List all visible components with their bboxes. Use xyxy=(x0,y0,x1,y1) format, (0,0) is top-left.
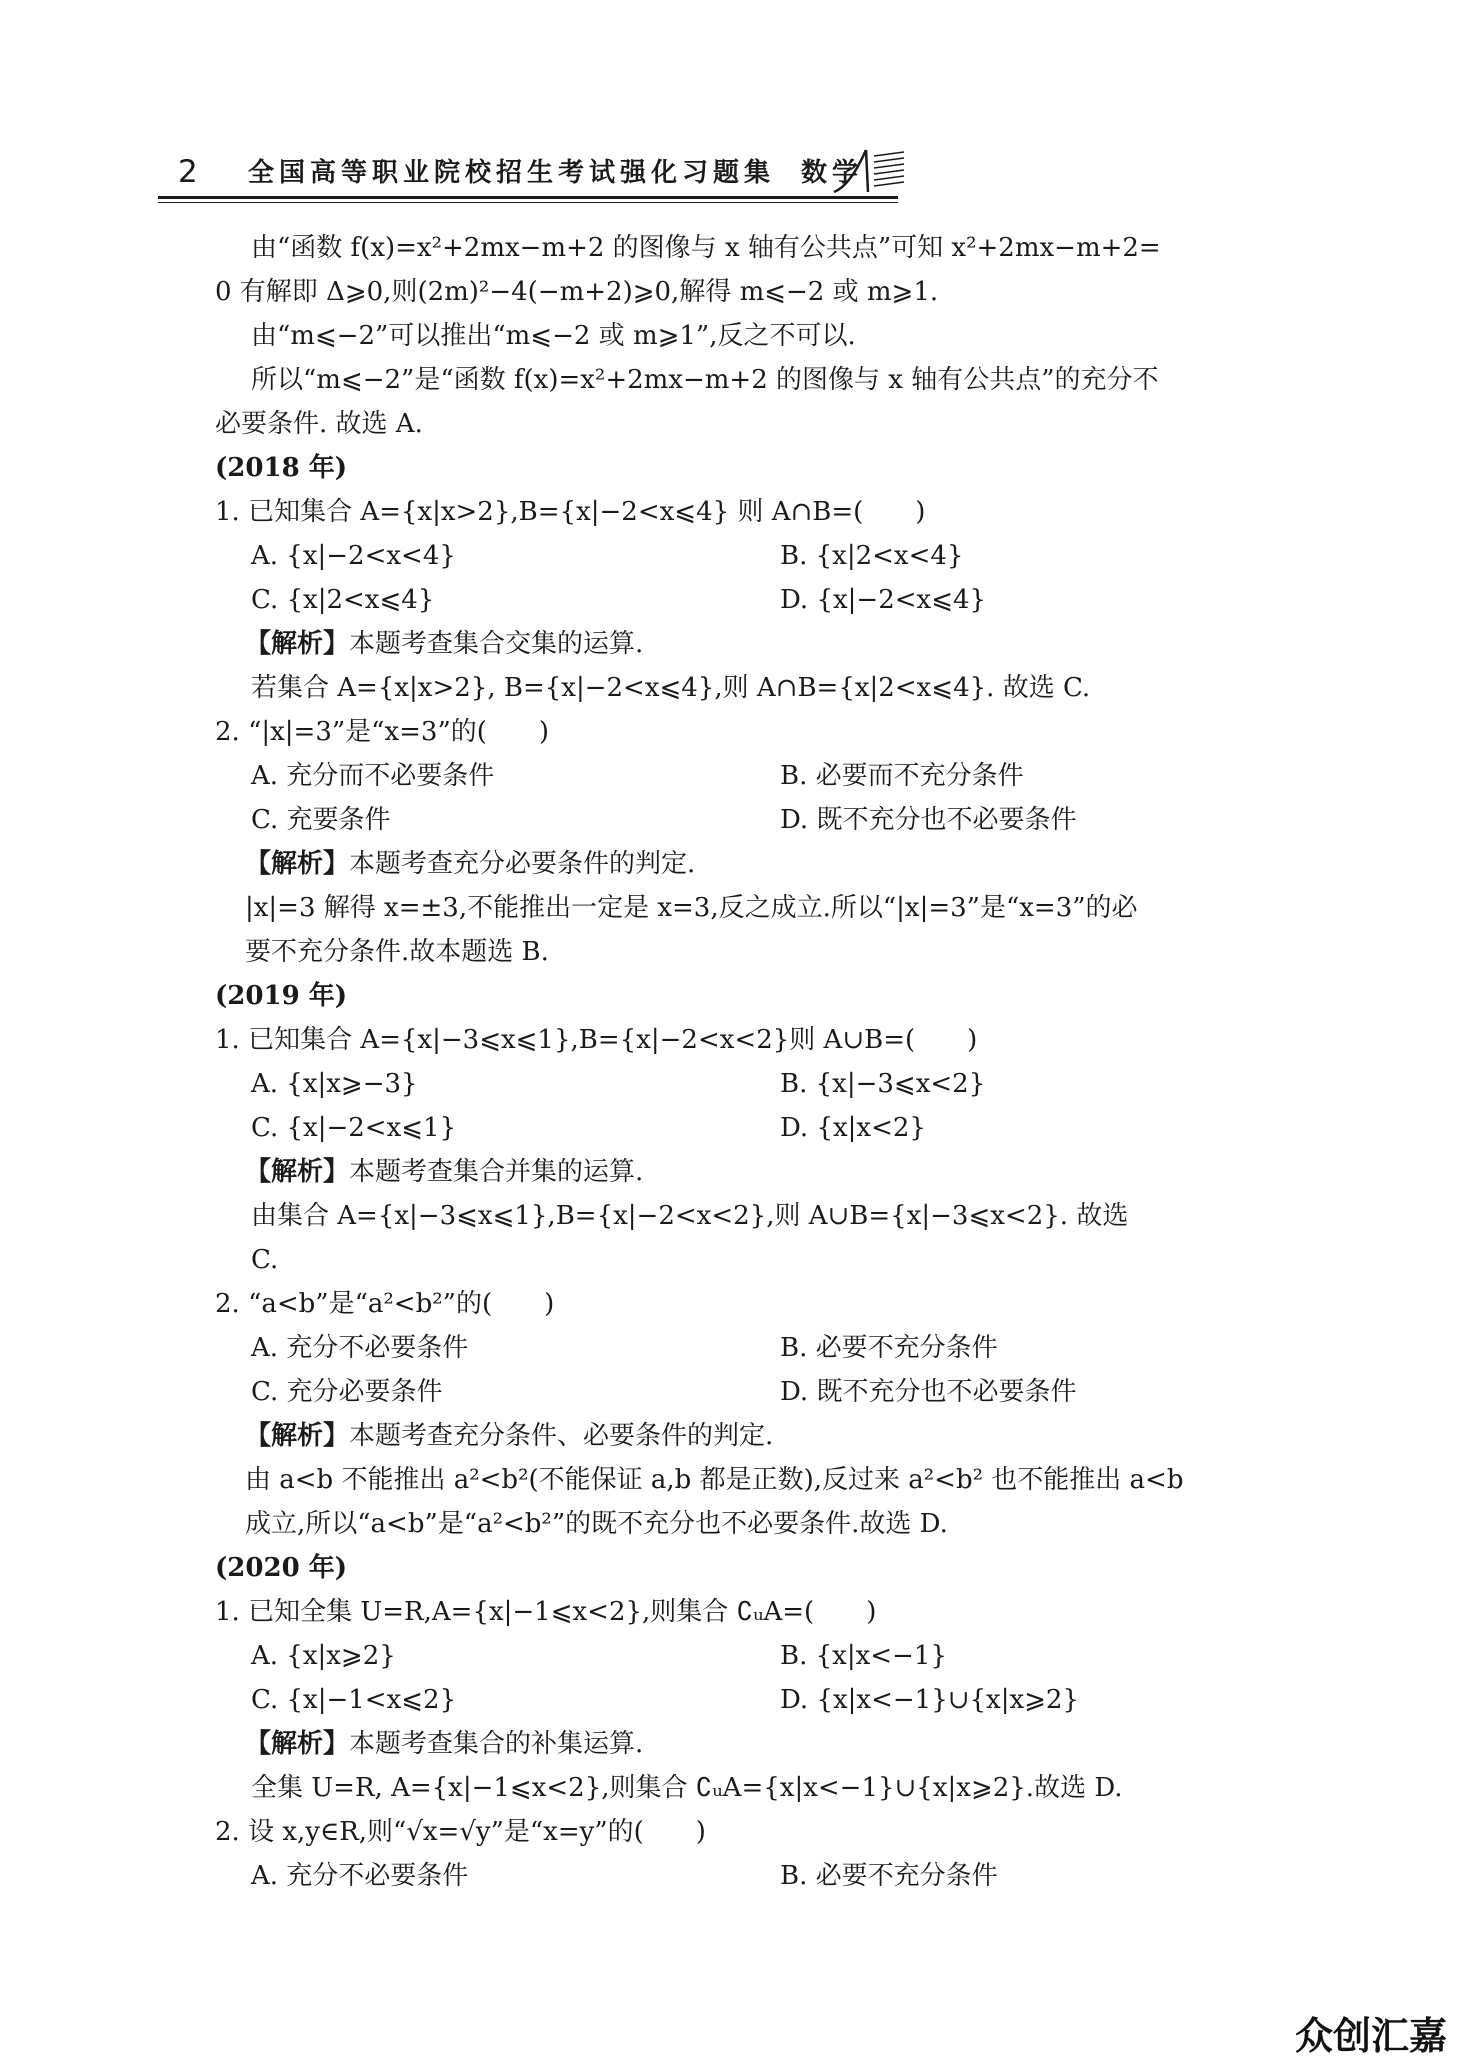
analysis-tag: 【解析】 xyxy=(245,849,350,879)
analysis-text: 本题考查集合并集的运算. xyxy=(349,1157,644,1187)
options-row xyxy=(215,1854,1305,1898)
option-b: B. 必要而不充分条件 xyxy=(780,761,1024,791)
header-rule xyxy=(158,196,898,199)
year-heading-2020: (2020 年) xyxy=(215,1553,348,1583)
option-b: B. 必要不充分条件 xyxy=(780,1861,998,1891)
analysis-tag: 【解析】 xyxy=(245,629,350,659)
analysis-line xyxy=(215,1722,1305,1766)
analysis-text: 本题考查充分条件、必要条件的判定. xyxy=(349,1421,774,1451)
options-row xyxy=(215,1062,1305,1106)
question-2020-1: 1. 已知全集 U=R,A={x|−1⩽x<2},则集合 ∁ᵤA=( ) xyxy=(215,1597,877,1627)
options-row xyxy=(215,1370,1305,1414)
question-2018-1: 1. 已知集合 A={x|x>2},B={x|−2<x⩽4} 则 A∩B=( ) xyxy=(215,497,926,527)
options-row xyxy=(215,754,1305,798)
options-row xyxy=(215,534,1305,578)
text-line: 由“m⩽−2”可以推出“m⩽−2 或 m⩾1”,反之不可以. xyxy=(251,321,856,351)
option-a: A. {x|x⩾−3} xyxy=(251,1069,418,1099)
book-subject: 数学 xyxy=(801,158,864,188)
options-row xyxy=(215,1326,1305,1370)
solution-line: |x|=3 解得 x=±3,不能推出一定是 x=3,反之成立.所以“|x|=3”是“x=3”的必 xyxy=(245,893,1138,923)
option-c: C. {x|−1<x⩽2} xyxy=(251,1685,457,1715)
solution-line: 由集合 A={x|−3⩽x⩽1},B={x|−2<x<2},则 A∪B={x|−3⩽x<2}. 故选 xyxy=(251,1201,1129,1231)
options-row xyxy=(215,1106,1305,1150)
option-d: D. 既不充分也不必要条件 xyxy=(780,1377,1077,1407)
option-a: A. 充分不必要条件 xyxy=(251,1333,469,1363)
option-d: D. 既不充分也不必要条件 xyxy=(780,805,1077,835)
options-row xyxy=(215,798,1305,842)
solution-line: 成立,所以“a<b”是“a²<b²”的既不充分也不必要条件.故选 D. xyxy=(245,1509,948,1539)
option-a: A. {x|−2<x<4} xyxy=(251,541,456,571)
year-heading-2019: (2019 年) xyxy=(215,981,348,1011)
option-d: D. {x|−2<x⩽4} xyxy=(780,585,987,615)
text-line: 0 有解即 Δ⩾0,则(2m)²−4(−m+2)⩾0,解得 m⩽−2 或 m⩾1. xyxy=(215,277,939,307)
option-b: B. {x|2<x<4} xyxy=(780,541,964,571)
question-2019-2: 2. “a<b”是“a²<b²”的( ) xyxy=(215,1289,555,1319)
book-title xyxy=(248,152,863,189)
text-line: 必要条件. 故选 A. xyxy=(215,409,423,439)
option-a: A. 充分不必要条件 xyxy=(251,1861,469,1891)
analysis-line xyxy=(215,842,1305,886)
question-2019-1: 1. 已知集合 A={x|−3⩽x⩽1},B={x|−2<x<2}则 A∪B=( ) xyxy=(215,1025,978,1055)
option-c: C. 充要条件 xyxy=(251,805,391,835)
option-d: D. {x|x<2} xyxy=(780,1113,926,1143)
option-d: D. {x|x<−1}∪{x|x⩾2} xyxy=(780,1685,1080,1715)
analysis-line xyxy=(215,622,1305,666)
option-b: B. 必要不充分条件 xyxy=(780,1333,998,1363)
page-number: 2 xyxy=(178,154,198,190)
solution-line: 全集 U=R, A={x|−1⩽x<2},则集合 ∁ᵤA={x|x<−1}∪{x|x⩾2}.故选 D. xyxy=(251,1773,1123,1803)
option-a: A. 充分而不必要条件 xyxy=(251,761,495,791)
analysis-tag: 【解析】 xyxy=(245,1729,350,1759)
text-line: 由“函数 f(x)=x²+2mx−m+2 的图像与 x 轴有公共点”可知 x²+2mx−m+2= xyxy=(251,233,1161,263)
option-a: A. {x|x⩾2} xyxy=(251,1641,396,1671)
page-content xyxy=(215,226,1305,1898)
question-2018-2: 2. “|x|=3”是“x=3”的( ) xyxy=(215,717,550,747)
text-line: 所以“m⩽−2”是“函数 f(x)=x²+2mx−m+2 的图像与 x 轴有公共点”的充分不 xyxy=(251,365,1159,395)
analysis-line xyxy=(215,1414,1305,1458)
analysis-text: 本题考查集合交集的运算. xyxy=(349,629,644,659)
solution-line: 要不充分条件.故本题选 B. xyxy=(245,937,549,967)
option-c: C. {x|−2<x⩽1} xyxy=(251,1113,457,1143)
options-row xyxy=(215,1678,1305,1722)
analysis-text: 本题考查充分必要条件的判定. xyxy=(349,849,696,879)
page-header xyxy=(158,112,940,204)
analysis-text: 本题考查集合的补集运算. xyxy=(349,1729,644,1759)
option-b: B. {x|−3⩽x<2} xyxy=(780,1069,986,1099)
option-b: B. {x|x<−1} xyxy=(780,1641,947,1671)
year-heading-2018: (2018 年) xyxy=(215,453,348,483)
watermark: 众创汇嘉 xyxy=(1295,2014,1448,2058)
analysis-line xyxy=(215,1150,1305,1194)
solution-line: 由 a<b 不能推出 a²<b²(不能保证 a,b 都是正数),反过来 a²<b² 也不能推出 a<b xyxy=(245,1465,1184,1495)
solution-line: 若集合 A={x|x>2}, B={x|−2<x⩽4},则 A∩B={x|2<x⩽4}. 故选 C. xyxy=(251,673,1091,703)
header-logo-icon xyxy=(830,142,910,198)
option-c: C. 充分必要条件 xyxy=(251,1377,443,1407)
book-title-text: 全国高等职业院校招生考试强化习题集 xyxy=(248,158,776,188)
options-row xyxy=(215,578,1305,622)
solution-line: C. xyxy=(251,1245,279,1275)
analysis-tag: 【解析】 xyxy=(245,1421,350,1451)
option-c: C. {x|2<x⩽4} xyxy=(251,585,435,615)
question-2020-2: 2. 设 x,y∈R,则“√x=√y”是“x=y”的( ) xyxy=(215,1817,706,1847)
options-row xyxy=(215,1634,1305,1678)
header-rule-thin xyxy=(158,202,898,203)
analysis-tag: 【解析】 xyxy=(245,1157,350,1187)
